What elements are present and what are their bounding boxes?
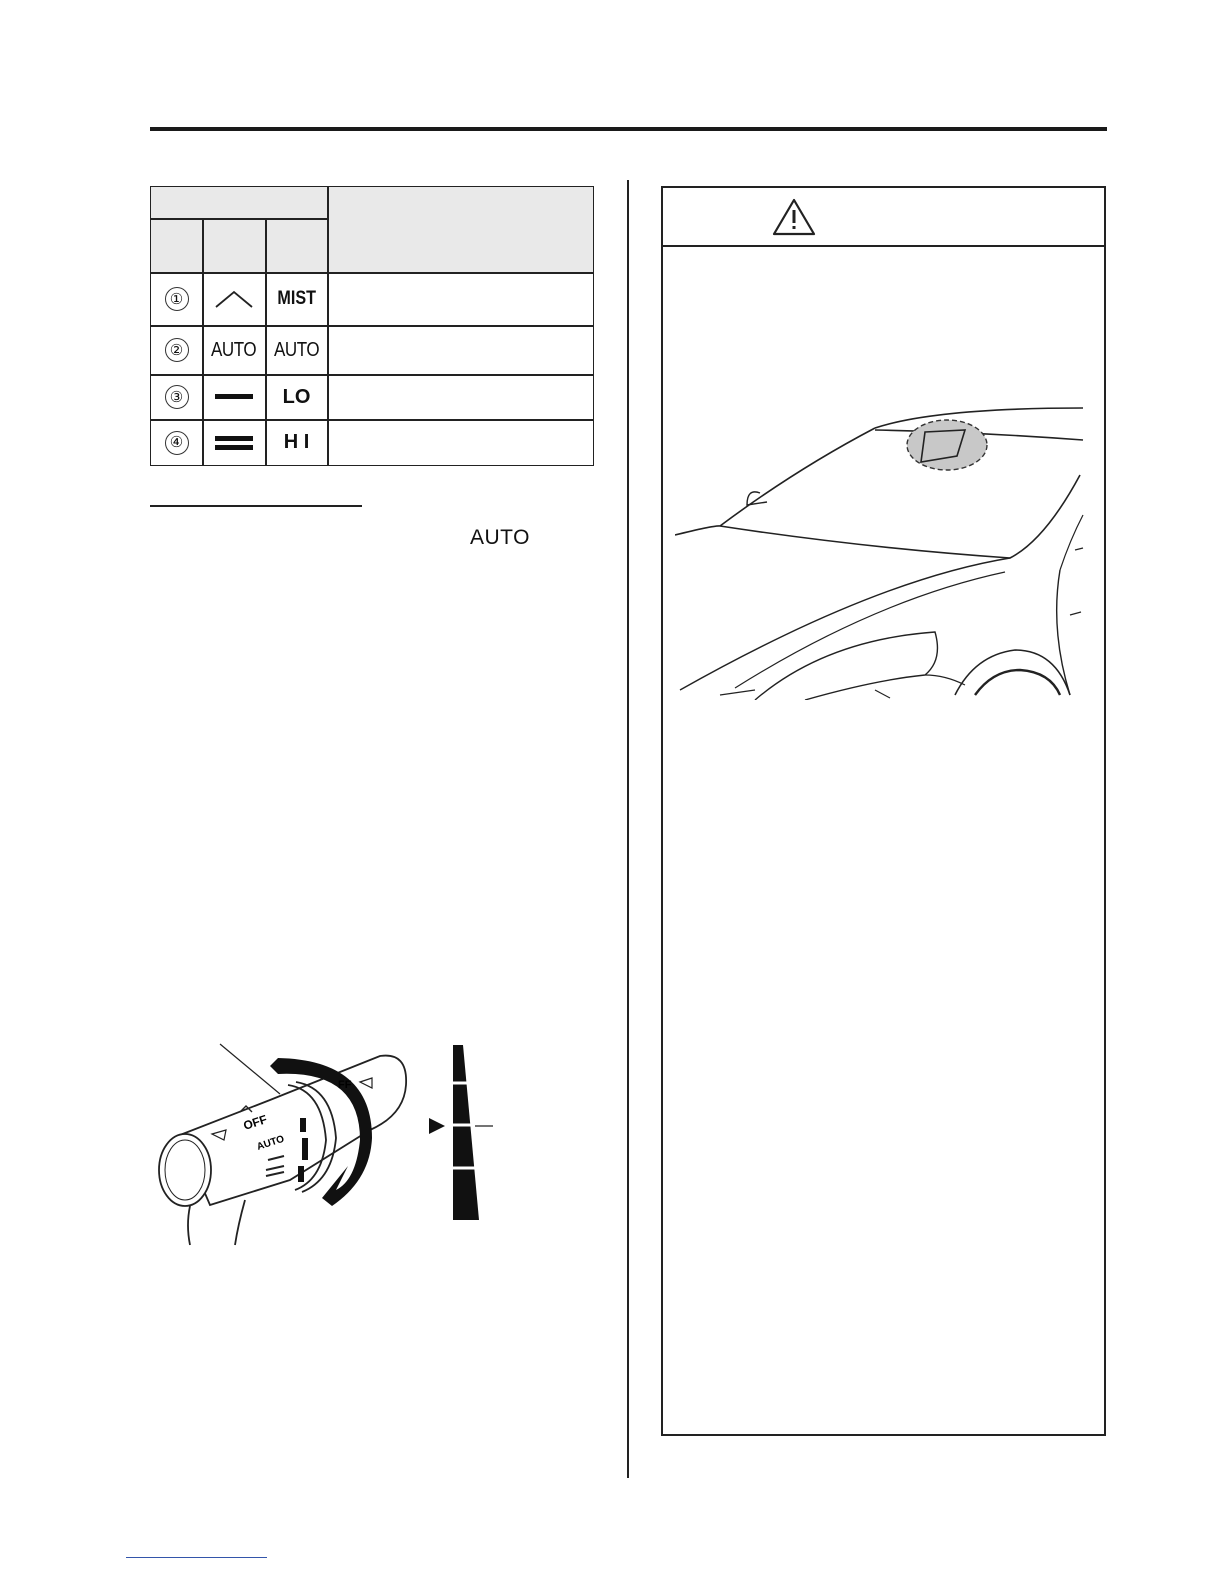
section-rule (150, 505, 362, 507)
table-header (151, 187, 593, 272)
table-row (151, 326, 202, 374)
windshield-sensor-illustration (675, 400, 1085, 700)
mist-label: MIST (277, 288, 316, 309)
switch-position-table (150, 186, 594, 466)
row-number: ① (165, 287, 189, 311)
hi-label: H I (283, 431, 310, 453)
auto-inline-label: AUTO (470, 526, 530, 549)
auto-label: AUTO (273, 338, 320, 361)
table-row (151, 375, 202, 419)
footer-link[interactable] (126, 1557, 267, 1558)
column-divider (627, 180, 629, 1478)
warning-header-rule (661, 245, 1106, 247)
single-bar-icon (214, 393, 254, 401)
sensitivity-scale (425, 1040, 525, 1225)
auto-text: AUTO (255, 1133, 286, 1153)
table-row (151, 420, 202, 465)
warning-triangle-icon (772, 198, 816, 236)
caret-up-icon (214, 289, 254, 309)
row-number: ② (165, 338, 189, 362)
top-rule (150, 127, 1107, 131)
warning-box (661, 186, 1106, 1436)
double-bar-icon (214, 435, 254, 451)
off-partial-text: FF (338, 1079, 352, 1091)
lo-label: LO (282, 385, 311, 408)
off-text: OFF (241, 1112, 269, 1133)
row-number: ③ (165, 385, 189, 409)
table-row (151, 273, 202, 325)
pointer-arrow-icon (429, 1118, 445, 1134)
row-number: ④ (165, 431, 189, 455)
auto-symbol: AUTO (211, 338, 257, 361)
